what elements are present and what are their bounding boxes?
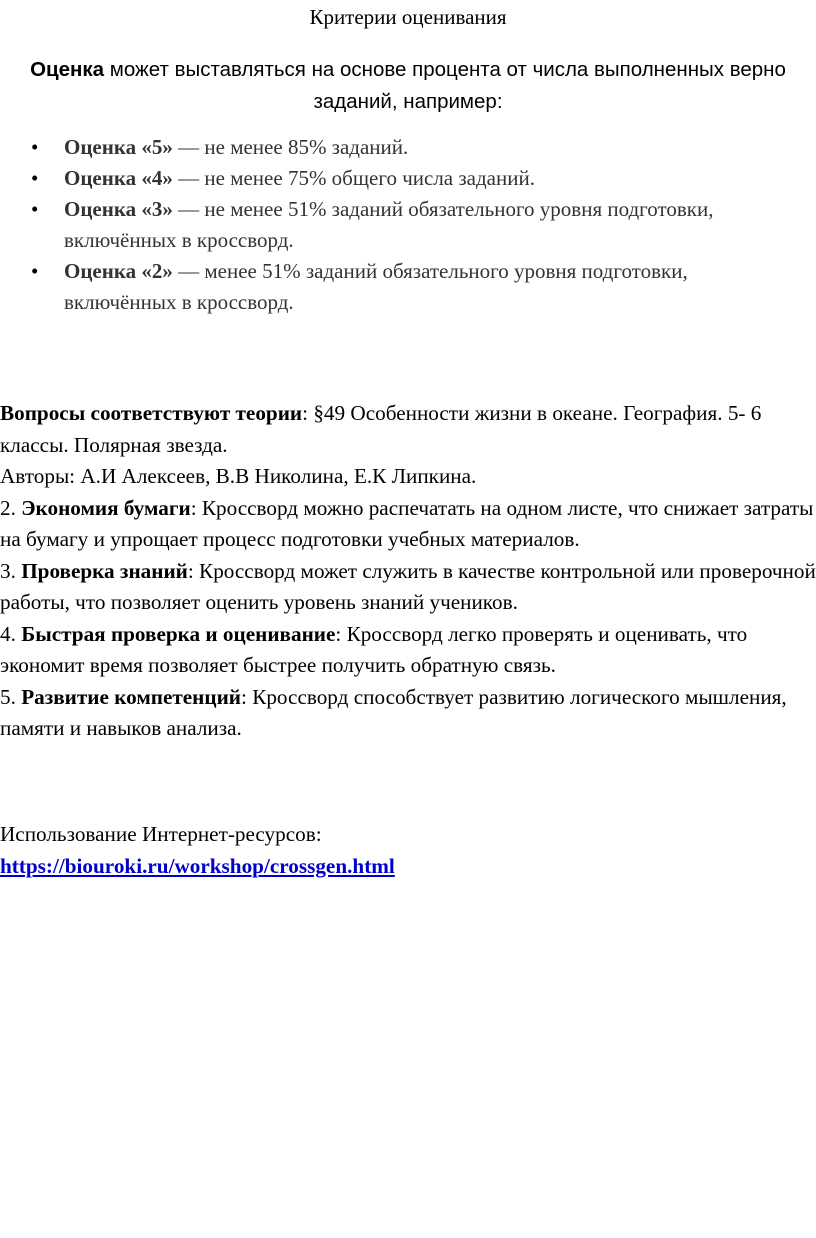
grade-item-4 xyxy=(0,163,800,194)
grade-item-2 xyxy=(0,256,800,318)
point-number: 2. xyxy=(0,495,22,520)
theory-paragraph xyxy=(0,398,816,461)
grade-label: Оценка «4» xyxy=(64,166,173,190)
point-number: 5. xyxy=(0,684,22,709)
theory-text: : §49 Особенности жизни в океане. География. 5- 6 классы. Полярная звезда. xyxy=(0,401,762,457)
resources-section xyxy=(0,819,816,882)
point-bold: Развитие компетенций xyxy=(21,684,242,709)
intro-text: может выставляться на основе процента от числа выполненных верно заданий, например: xyxy=(104,58,786,113)
grade-label: Оценка «5» xyxy=(64,135,173,159)
point-bold: Проверка знаний xyxy=(21,558,188,583)
page-title: Критерии оценивания xyxy=(309,5,507,29)
point-paragraph xyxy=(0,619,816,682)
point-paragraph xyxy=(0,493,816,556)
point-text: : Кроссворд способствует развитию логического мышления, памяти и навыков анализа. xyxy=(0,684,787,740)
point-text: : Кроссворд может служить в качестве контрольной или проверочной работы, что позволяет оценить уровень знаний учеников. xyxy=(0,558,816,614)
point-text: : Кроссворд можно распечатать на одном листе, что снижает затраты на бумагу и упрощает процесс подготовки учебных материалов. xyxy=(0,495,814,551)
bullet-icon: • xyxy=(31,135,39,159)
grade-item-3 xyxy=(0,194,800,256)
grade-text: — не менее 75% общего числа заданий. xyxy=(172,166,535,190)
grade-label: Оценка «2» xyxy=(64,259,173,283)
point-paragraph xyxy=(0,682,816,745)
resources-link-line xyxy=(0,851,816,883)
grade-text: — не менее 51% заданий обязательного уровня подготовки, включённых в кроссворд. xyxy=(64,197,714,252)
bullet-icon: • xyxy=(31,166,39,190)
resources-label: Использование Интернет-ресурсов: xyxy=(0,822,322,846)
point-text: : Кроссворд легко проверять и оценивать, что экономит время позволяет быстрее получить обратную связь. xyxy=(0,621,748,677)
point-number: 4. xyxy=(0,621,22,646)
authors-line: Авторы: А.И Алексеев, В.В Николина, Е.К Липкина. xyxy=(0,464,477,488)
point-paragraph xyxy=(0,556,816,619)
grades-list xyxy=(0,132,800,318)
theory-section xyxy=(0,398,816,745)
grade-label: Оценка «3» xyxy=(64,197,173,221)
grade-text: — менее 51% заданий обязательного уровня подготовки, включённых в кроссворд. xyxy=(64,259,688,314)
intro-paragraph xyxy=(20,54,796,118)
bullet-icon: • xyxy=(31,197,39,221)
intro-bold: Оценка xyxy=(30,58,105,81)
grade-item-5 xyxy=(0,132,800,163)
bullet-icon: • xyxy=(31,259,39,283)
resource-link[interactable]: https://biouroki.ru/workshop/crossgen.html xyxy=(0,853,395,878)
grade-text: — не менее 85% заданий. xyxy=(172,135,409,159)
point-bold: Экономия бумаги xyxy=(21,495,191,520)
point-number: 3. xyxy=(0,558,22,583)
theory-bold: Вопросы соответствуют теории xyxy=(0,401,303,425)
point-bold: Быстрая проверка и оценивание xyxy=(21,621,336,646)
